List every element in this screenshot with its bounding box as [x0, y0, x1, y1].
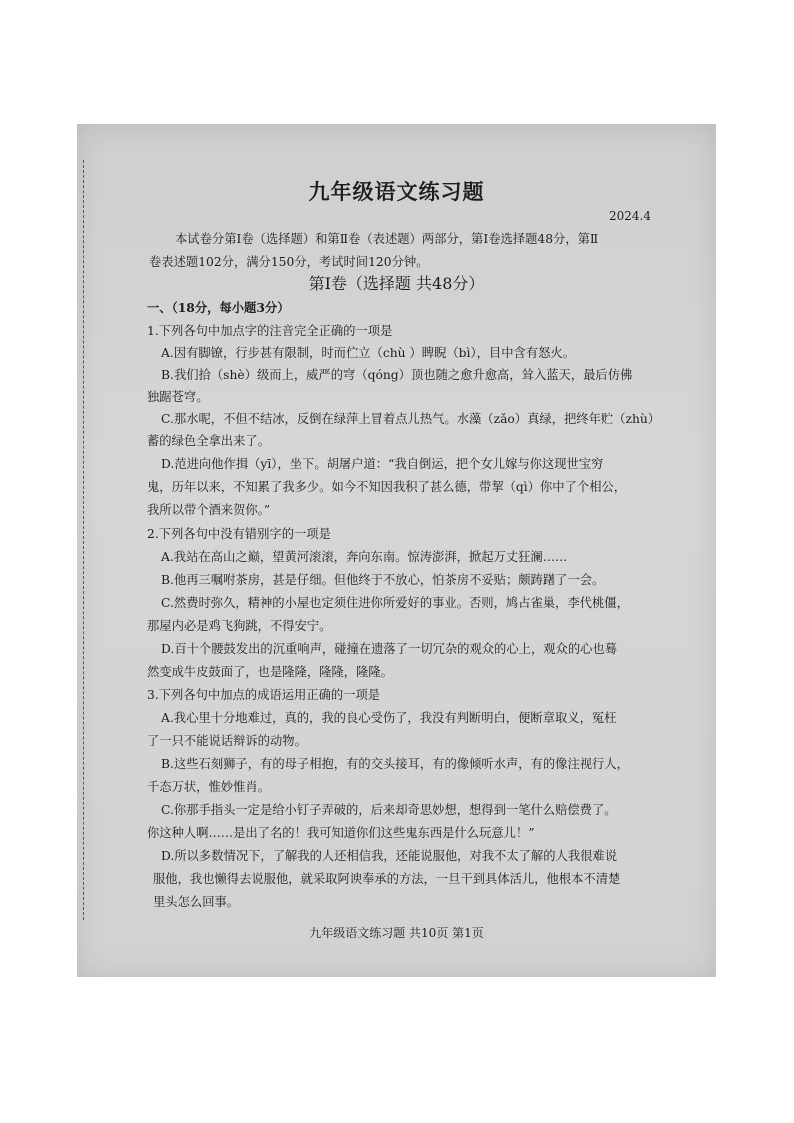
question-line: A.我心里十分地难过，真的，我的良心受伤了，我没有判断明白，便断章取义，冤枉 — [161, 711, 617, 725]
question-line: 2.下列各句中没有错别字的一项是 — [147, 527, 331, 541]
question-line: C.然费时弥久，精神的小屋也定须住进你所爱好的事业。否则，鸠占雀巢，李代桃僵， — [161, 596, 629, 610]
question-line: 了一只不能说话辩诉的动物。 — [147, 734, 307, 748]
question-line: 你这种人啊……是出了名的！我可知道你们这些鬼东西是什么玩意儿！” — [147, 826, 535, 840]
question-line: B.他再三嘱咐茶房，甚是仔细。但他终于不放心，怕茶房不妥贴；颇踌躇了一会。 — [161, 573, 605, 587]
question-line: B.我们拾（shè）级而上，威严的穹（qóng）顶也随之愈升愈高，耸入蓝天，最后仿佛 — [161, 368, 633, 382]
question-line: C.你那手指头一定是给小钉子弄破的，后来却奇思妙想，想得到一笔什么赔偿费了。 — [161, 803, 617, 817]
page-footer: 九年级语文练习题 共10页 第1页 — [309, 926, 484, 940]
question-line: 千态万状，惟妙惟肖。 — [147, 780, 270, 794]
page-title: 九年级语文练习题 — [308, 179, 485, 204]
intro-line: 本试卷分第Ⅰ卷（选择题）和第Ⅱ卷（表述题）两部分，第Ⅰ卷选择题48分，第Ⅱ — [175, 232, 599, 246]
part-title: 第Ⅰ卷（选择题 共48分） — [308, 274, 485, 293]
question-line: A.因有脚镣，行步甚有限制，时而伫立（chù ）睥睨（bì），目中含有怒火。 — [161, 346, 575, 360]
question-line: 鬼，历年以来，不知累了我多少。如今不知因我积了甚么德，带挈（qì）你中了个相公， — [147, 480, 627, 494]
question-line: D.百十个腰鼓发出的沉重响声，碰撞在遗落了一切冗杂的观众的心上，观众的心也蓦 — [161, 642, 618, 656]
question-line: 独踞苍穹。 — [147, 390, 209, 404]
exam-date: 2024.4 — [609, 209, 651, 223]
section-heading: 一、（18分，每小题3分） — [147, 300, 290, 315]
intro-line: 卷表述题102分，满分150分，考试时间120分钟。 — [149, 255, 429, 269]
question-line: D.所以多数情况下，了解我的人还相信我，还能说服他，对我不太了解的人我很难说 — [161, 849, 618, 863]
question-line: 那屋内必是鸡飞狗跳，不得安宁。 — [147, 619, 332, 633]
question-line: 然变成牛皮鼓面了，也是隆隆，隆隆，隆隆。 — [147, 665, 393, 679]
question-line: 蓄的绿色全拿出来了。 — [147, 434, 270, 448]
question-line: C.那水呢，不但不结冰，反倒在绿萍上冒着点儿热气。水藻（zǎo）真绿，把终年贮（zhù） — [161, 412, 661, 426]
question-line: 3.下列各句中加点的成语运用正确的一项是 — [147, 688, 381, 702]
question-line: 我所以带个酒来贺你。” — [147, 503, 271, 517]
scanned-page — [77, 124, 716, 977]
question-line: 里头怎么回事。 — [153, 895, 240, 909]
question-line: B.这些石刻狮子，有的母子相抱，有的交头接耳，有的像倾听水声，有的像注视行人， — [161, 757, 629, 771]
question-line: D.范进向他作揖（yī），坐下。胡屠户道：“我自倒运，把个女儿嫁与你这现世宝穷 — [161, 457, 604, 471]
question-line: 1.下列各句中加点字的注音完全正确的一项是 — [147, 324, 393, 338]
question-line: 服他，我也懒得去说服他，就采取阿谀奉承的方法，一旦干到具体活儿，他根本不清楚 — [153, 872, 621, 886]
question-line: A.我站在高山之巅，望黄河滚滚，奔向东南。惊涛澎湃，掀起万丈狂澜…… — [161, 550, 568, 564]
